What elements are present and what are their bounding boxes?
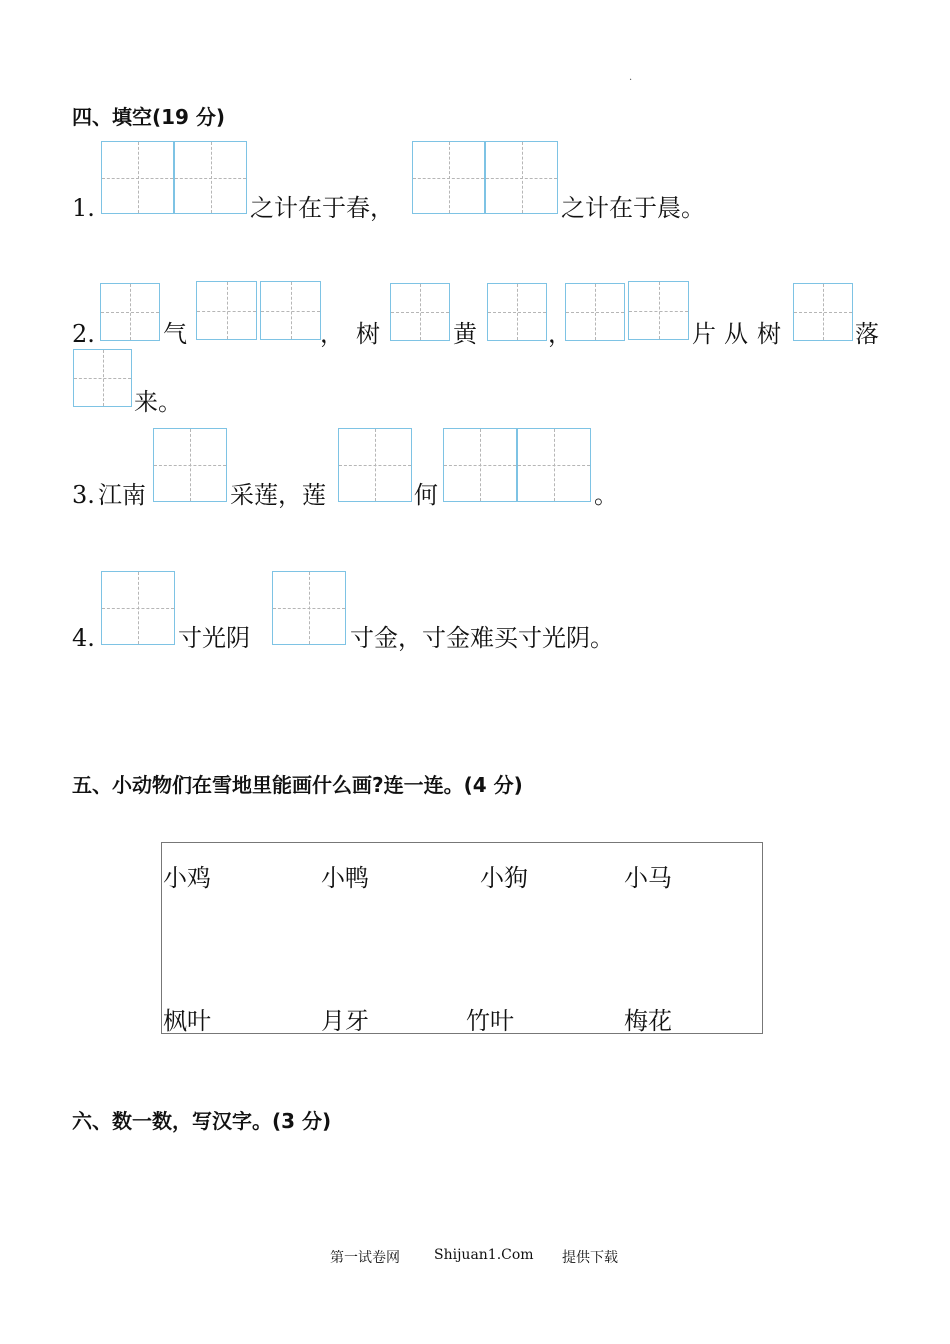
q3-text-1: 江南: [98, 481, 146, 509]
q4-box-2[interactable]: [272, 571, 346, 645]
q2-text-5: ，: [548, 320, 572, 348]
q1-box-3[interactable]: [412, 141, 485, 214]
q2-box-7[interactable]: [628, 281, 689, 340]
q3-box-2[interactable]: [338, 428, 412, 502]
q4-text-2: 寸金，寸金难买寸光阴。: [350, 624, 614, 652]
q1-box-2[interactable]: [174, 141, 247, 214]
q3-box-1[interactable]: [153, 428, 227, 502]
q2-text-7: 从: [724, 320, 748, 348]
q4-box-1[interactable]: [101, 571, 175, 645]
q3-text-4: 。: [594, 481, 618, 509]
q2-box-3[interactable]: [260, 281, 321, 340]
animal-horse[interactable]: 小马: [624, 864, 672, 892]
q2-box-8[interactable]: [793, 283, 853, 341]
q2-text-9: 落: [855, 320, 879, 348]
page-mark: .: [629, 72, 633, 83]
q1-box-4[interactable]: [485, 141, 558, 214]
q2-box-9[interactable]: [73, 349, 132, 407]
q4-number: 4.: [72, 624, 95, 652]
footer-provide: 提供下载: [562, 1250, 618, 1266]
animal-chick[interactable]: 小鸡: [163, 864, 211, 892]
matching-box: [161, 842, 763, 1034]
footer-site-url[interactable]: Shijuan1.Com: [434, 1247, 534, 1263]
section-6-title: 六、数一数，写汉字。(3 分): [72, 1109, 332, 1133]
q2-text-6: 片: [692, 320, 716, 348]
q1-number: 1.: [72, 194, 95, 222]
q3-box-4[interactable]: [517, 428, 591, 502]
q3-box-3[interactable]: [443, 428, 517, 502]
q2-text-8: 树: [757, 320, 781, 348]
q1-text-1: 之计在于春，: [250, 194, 394, 222]
q3-number: 3.: [72, 481, 95, 509]
drawing-plum-blossom[interactable]: 梅花: [624, 1007, 672, 1035]
drawing-crescent-moon[interactable]: 月牙: [321, 1007, 369, 1035]
section-4-title: 四、填空(19 分): [72, 105, 226, 129]
q2-box-6[interactable]: [565, 283, 625, 341]
q1-box-1[interactable]: [101, 141, 174, 214]
animal-duck[interactable]: 小鸭: [321, 864, 369, 892]
q4-text-1: 寸光阴: [178, 624, 250, 652]
footer-site-name: 第一试卷网: [330, 1250, 400, 1266]
q3-text-3: 何: [414, 481, 438, 509]
q2-number: 2.: [72, 320, 95, 348]
drawing-maple-leaf[interactable]: 枫叶: [163, 1007, 211, 1035]
q2-text-2: ，: [320, 320, 344, 348]
q2-box-2[interactable]: [196, 281, 257, 340]
drawing-bamboo-leaf[interactable]: 竹叶: [466, 1007, 514, 1035]
animal-dog[interactable]: 小狗: [480, 864, 528, 892]
q2-box-5[interactable]: [487, 283, 547, 341]
q3-text-2: 采莲，莲: [230, 481, 326, 509]
q2-text-10: 来。: [134, 388, 182, 416]
q1-text-2: 之计在于晨。: [561, 194, 705, 222]
q2-text-1: 气: [163, 320, 187, 348]
q2-text-3: 树: [356, 320, 380, 348]
q2-text-4: 黄: [453, 320, 477, 348]
q2-box-1[interactable]: [100, 283, 160, 341]
section-5-title: 五、小动物们在雪地里能画什么画?连一连。(4 分): [72, 773, 523, 797]
q2-box-4[interactable]: [390, 283, 450, 341]
